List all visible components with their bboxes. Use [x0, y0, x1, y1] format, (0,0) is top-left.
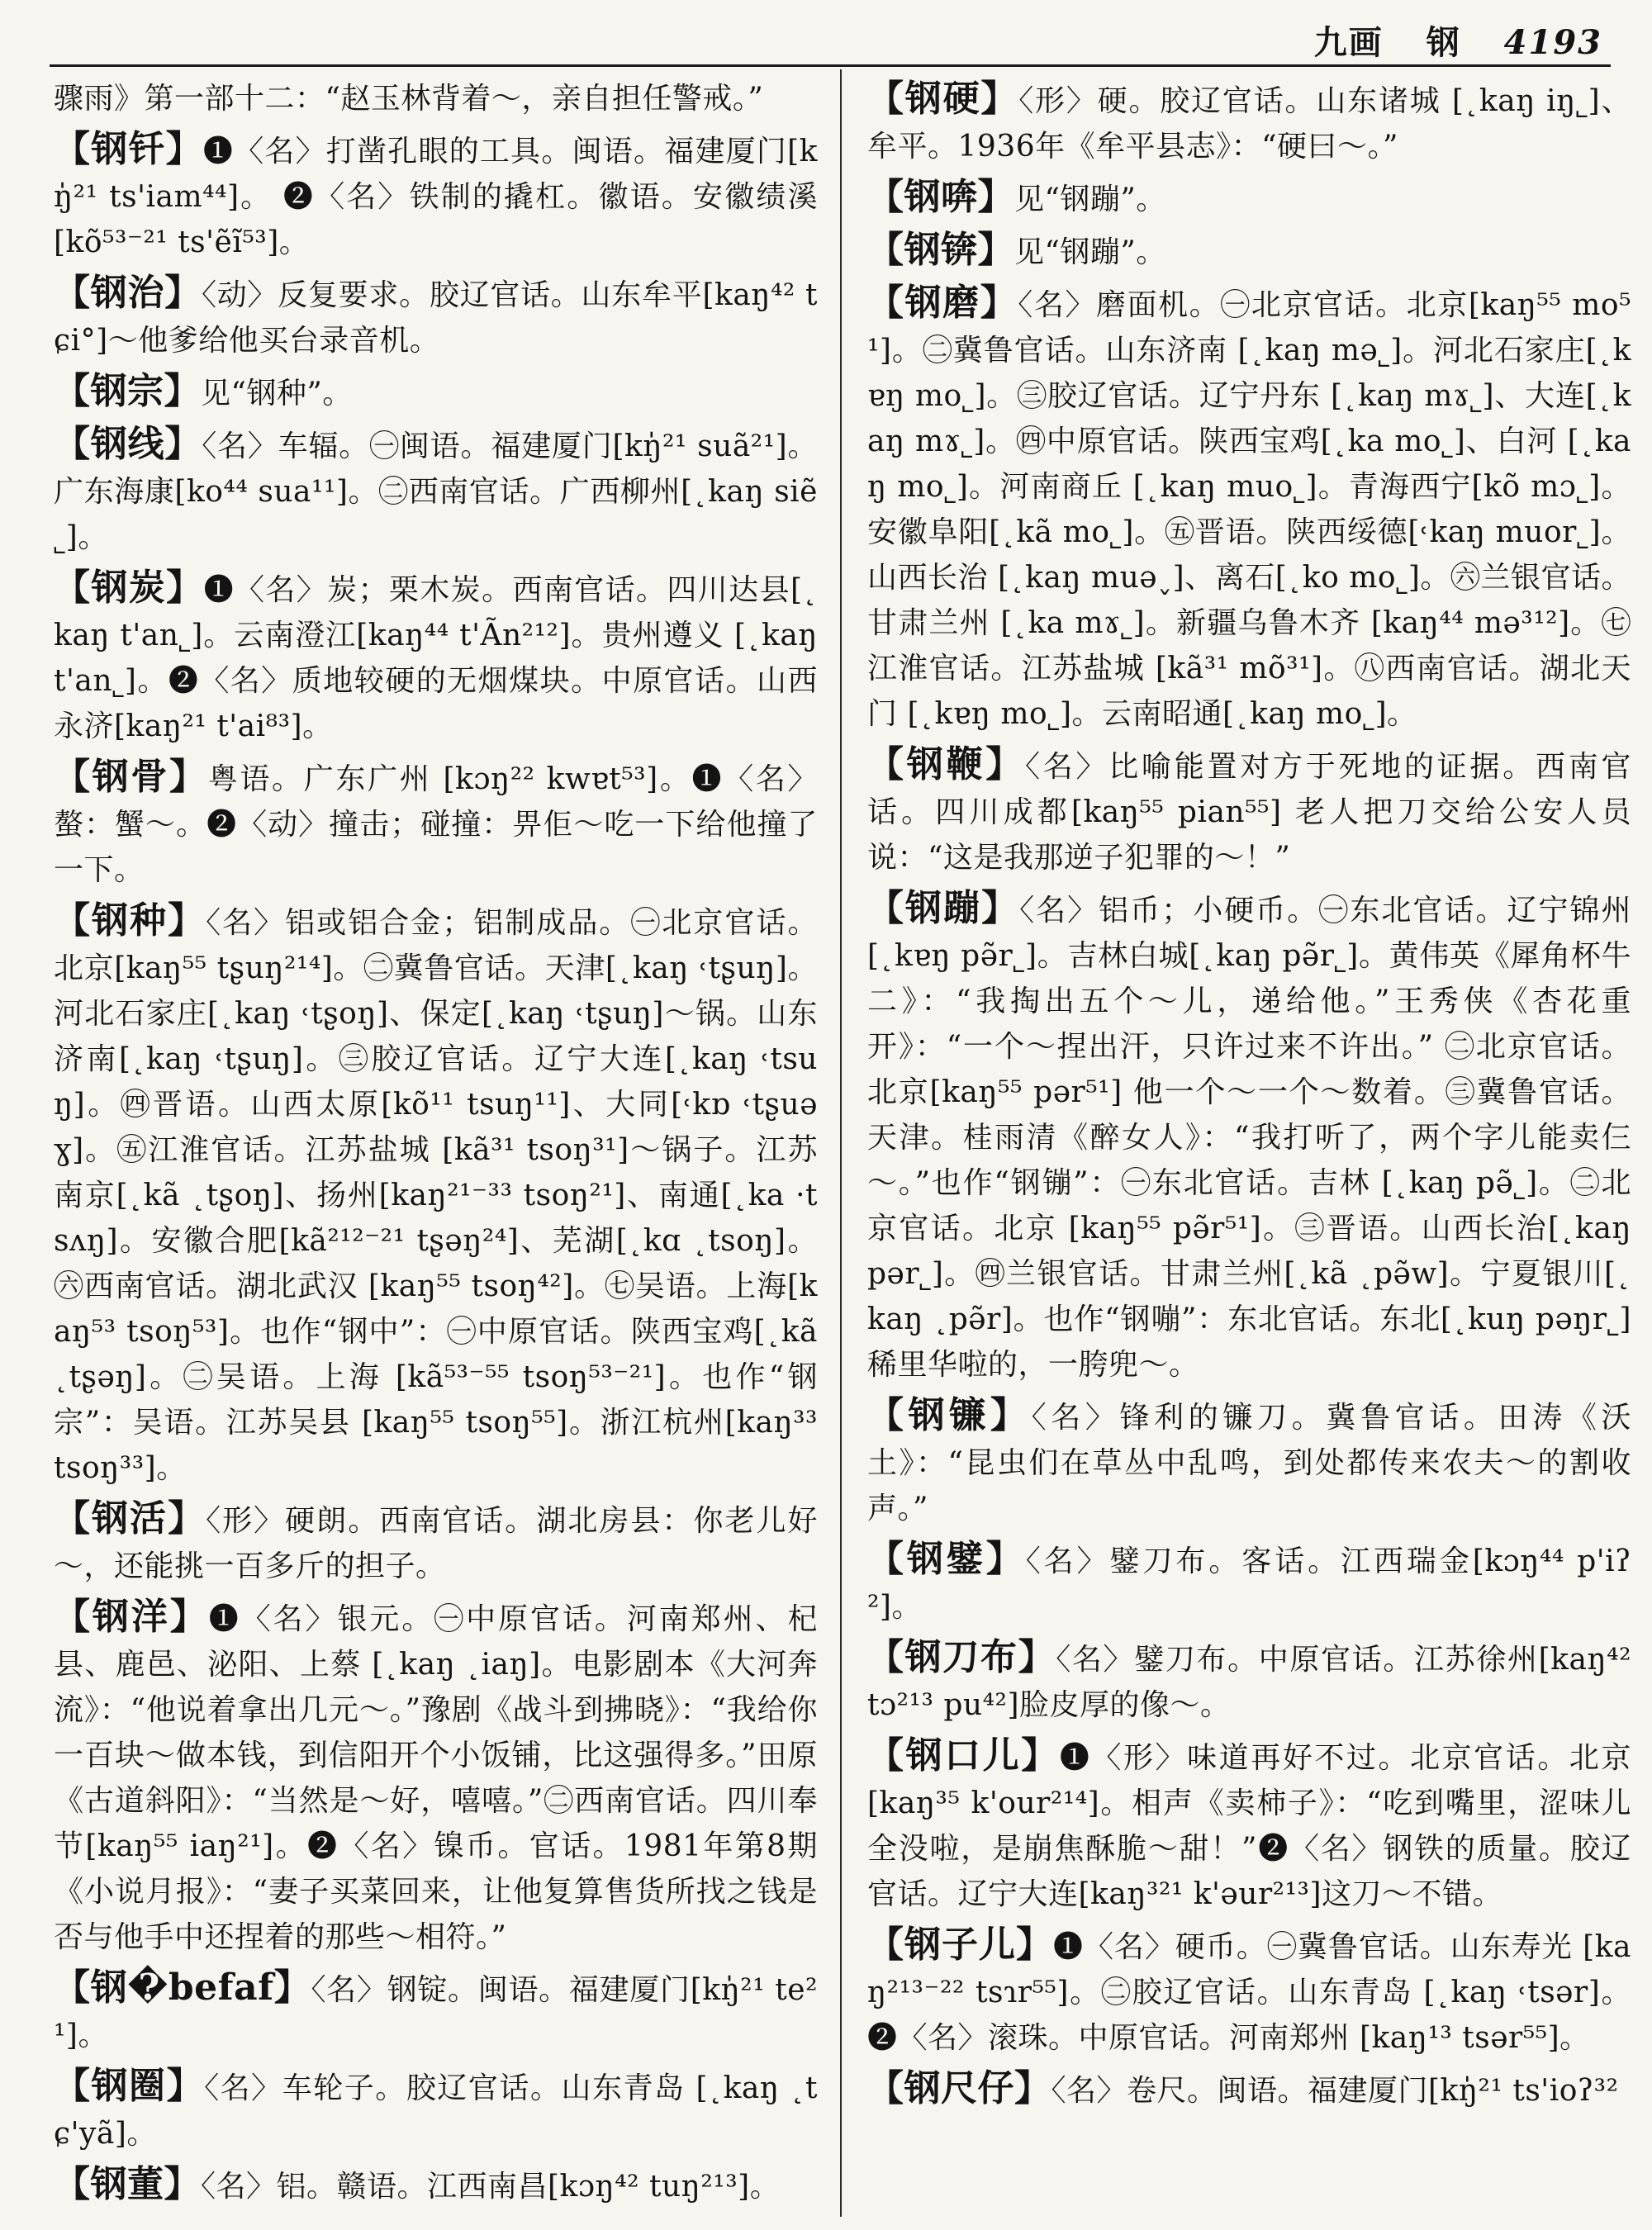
- dictionary-entry: [867, 742, 1631, 880]
- dictionary-entry: [867, 76, 1631, 169]
- entry-headword: 【钢锛】: [867, 229, 1014, 271]
- entry-definition: 〈名〉铝或铝合金；铝制成品。㊀北京官话。北京[kaŋ⁵⁵ tʂuŋ²¹⁴]。㊁冀鲁官话。天津[˛kaŋ ˓tʂuŋ]。河北石家庄[˛kaŋ ˓tʂoŋ]、保定[˛kaŋ ˓tʂuŋ]～锅。山东济南[˛kaŋ ˓tʂuŋ]。㊂胶辽官话。辽宁大连[˛kaŋ ˓tsuŋ]。㊃晋语。山西太原[kõ¹¹ tsuŋ¹¹]、大同[˓kɒ ˓tʂuəɣ]。㊄江淮官话。江苏盐城 [kã³¹ tsoŋ³¹]～锅子。江苏南京[˛kã ˛tʂoŋ]、扬州[kaŋ²¹⁻³³ tsoŋ²¹]、南通[˛ka ·tsʌŋ]。安徽合肥[kã²¹²⁻²¹ tʂəŋ²⁴]、芜湖[˛kɑ ˛tsoŋ]。㊅西南官话。湖北武汉 [kaŋ⁵⁵ tsoŋ⁴²]。㊆吴语。上海[kaŋ⁵³ tsoŋ⁵³]。也作“钢中”：㊀中原官话。陕西宝鸡[˛kã ˛tʂəŋ]。㊁吴语。上海 [kã⁵³⁻⁵⁵ tsoŋ⁵³⁻²¹]。也作“钢宗”：吴语。江苏吴县 [kaŋ⁵⁵ tsoŋ⁵⁵]。浙江杭州[kaŋ³³ tsoŋ³³]。: [54, 906, 818, 1485]
- dictionary-entry: [54, 565, 818, 749]
- entry-definition: 〈名〉鐾刀布。中原官话。江苏徐州[kaŋ⁴² tɔ²¹³ pu⁴²]脸皮厚的像～。: [867, 1643, 1631, 1722]
- entry-headword: 【钢尺仔】: [867, 2067, 1051, 2109]
- dictionary-entry: [867, 1922, 1631, 2061]
- entry-definition: ❶〈形〉味道再好不过。北京官话。北京 [kaŋ³⁵ k'our²¹⁴]。相声《卖柿子》：“吃到嘴里，涩味儿全没啦，是崩焦酥脆～甜！”❷〈名〉钢铁的质量。胶辽官话。辽宁大连[kaŋ³²¹ k'əur²¹³]这刀～不错。: [867, 1741, 1631, 1911]
- dictionary-entry: [867, 1733, 1631, 1917]
- page-number: 4193: [1503, 23, 1602, 62]
- dictionary-entry: [867, 1635, 1631, 1728]
- entry-headword: 【钢镰】: [867, 1394, 1032, 1436]
- entry-definition: 〈名〉车辐。㊀闽语。福建厦门[kŋ̍²¹ suã²¹]。广东海康[ko⁴⁴ sua¹¹]。㊁西南官话。广西柳州[˛kaŋ siẽ˾]。: [54, 429, 818, 554]
- entry-definition: 〈名〉钢锭。闽语。福建厦门[kŋ̍²¹ te²¹]。: [54, 1973, 818, 2052]
- entry-definition: 〈名〉卷尺。闽语。福建厦门[kŋ̍²¹ ts'ioʔ³²: [1051, 2074, 1619, 2108]
- entry-definition: ❶〈名〉炭；栗木炭。西南官话。四川达县[˛kaŋ t'an˾]。云南澄江[kaŋ⁴⁴ t'Ãn²¹²]。贵州遵义 [˛kaŋ t'an˾]。❷〈名〉质地较硬的无烟煤块。中原官话。山西永济[kaŋ²¹ t'ai⁸³]。: [54, 573, 818, 743]
- entry-definition: 〈形〉硬朗。西南官话。湖北房县：你老儿好～，还能挑一百多斤的担子。: [54, 1504, 818, 1583]
- entry-headword: 【钢磨】: [867, 282, 1018, 324]
- entry-definition: 〈名〉鐾刀布。客话。江西瑞金[kɔŋ⁴⁴ p'iʔ²]。: [867, 1544, 1631, 1624]
- dictionary-entry: [54, 2161, 818, 2209]
- entry-headword: 【钢硬】: [867, 78, 1019, 120]
- entry-headword: 【钢治】: [54, 272, 202, 314]
- right-column: [867, 76, 1631, 2223]
- entry-definition: 〈名〉铝。赣语。江西南昌[kɔŋ⁴² tuŋ²¹³]。: [201, 2170, 781, 2204]
- column-divider: [840, 69, 842, 2217]
- entry-definition: 见“钢种”。: [201, 377, 353, 410]
- entry-definition: ❶〈名〉打凿孔眼的工具。闽语。福建厦门[kŋ̍²¹ ts'iam⁴⁴]。 ❷〈名〉铁制的撬杠。徽语。安徽绩溪[kõ⁵³⁻²¹ ts'ẽĩ⁵³]。: [54, 135, 818, 259]
- dictionary-entry: [54, 1594, 818, 1960]
- dictionary-entry: [54, 898, 818, 1491]
- entry-headword: 【钢鐾】: [867, 1538, 1026, 1580]
- entry-definition: 〈名〉磨面机。㊀北京官话。北京[kaŋ⁵⁵ mo⁵¹]。㊁冀鲁官话。山东济南 [˛kaŋ mə˾]。河北石家庄[˛kɐŋ mo˾]。㊂胶辽官话。辽宁丹东 [˛kaŋ mɤ˾]、大连[˛kaŋ mɤ˾]。㊃中原官话。陕西宝鸡[˛ka mo˾]、白河 [˛kaŋ mo˾]。河南商丘 [˛kaŋ muo˾]。青海西宁[kõ mɔ˾]。安徽阜阳[˛kã mo˾]。㊄晋语。陕西绥德[˓kaŋ muor˾]。山西长治 [˛kaŋ muə˯]、离石[˛ko mo˾]。㊅兰银官话。甘肃兰州 [˛ka mɤ˾]。新疆乌鲁木齐 [kaŋ⁴⁴ mə³¹²]。㊆江淮官话。江苏盐城 [kã³¹ mõ³¹]。㊇西南官话。湖北天门 [˛kɐŋ mo˾]。云南昭通[˛kaŋ mo˾]。: [867, 288, 1631, 731]
- header-rule: [50, 64, 1611, 67]
- dictionary-entry: [54, 368, 818, 416]
- entry-definition: ❶〈名〉硬币。㊀冀鲁官话。山东寿光 [kaŋ²¹³⁻²² tsɿr⁵⁵]。㊁胶辽官话。山东青岛 [˛kaŋ ˓tsər]。❷〈名〉滚珠。中原官话。河南郑州 [kaŋ¹³ tsər⁵⁵]。: [867, 1930, 1631, 2055]
- left-column: [54, 76, 818, 2223]
- dictionary-entry: [54, 126, 818, 265]
- entry-headword: 【钢活】: [54, 1497, 206, 1540]
- entry-headword: 【钢洋】: [54, 1596, 209, 1638]
- dictionary-entry: [867, 280, 1631, 737]
- entry-headword: 【钢刀布】: [867, 1636, 1056, 1678]
- running-head: [1284, 17, 1602, 64]
- entry-headword: 【钢宗】: [54, 370, 201, 412]
- entry-definition: 〈名〉车轮子。胶辽官话。山东青岛 [˛kaŋ ˛tɕ'yã]。: [54, 2071, 818, 2151]
- entry-definition: ❶〈名〉银元。㊀中原官话。河南郑州、杞县、鹿邑、泌阳、上蔡 [˛kaŋ ˛iaŋ]。电影剧本《大河奔流》：“他说着拿出几元～。”豫剧《战斗到拂晓》：“我给你一百块～做本钱，到信阳开个小饭铺，比这强得多。”田原《古道斜阳》：“当然是～好，嘻嘻。”㊁西南官话。四川奉节[kaŋ⁵⁵ iaŋ²¹]。❷〈名〉镍币。官话。1981年第8期《小说月报》：“妻子买菜回来，让他复算售货所找之钱是否与他手中还捏着的那些～相符。”: [54, 1602, 818, 1954]
- entry-headword: 【钢子儿】: [867, 1924, 1053, 1966]
- entry-headword: 【钢鞭】: [867, 743, 1025, 785]
- head-character: 钢: [1426, 23, 1461, 62]
- entry-headword: 【钢骨】: [54, 756, 208, 798]
- dictionary-entry: [867, 2066, 1631, 2114]
- entry-definition: 〈名〉铝币；小硬币。㊀东北官话。辽宁锦州 [˛kɐŋ pə̃r˾]。吉林白城[˛kaŋ pə̃r˾]。黄伟英《犀角杯牛二》：“我掏出五个～儿，递给他。”王秀侠《杏花重开》：“一个～捏出汗，只许过来不许出。” ㊁北京官话。北京[kaŋ⁵⁵ pər⁵¹] 他一个～一个～数着。㊂冀鲁官话。天津。桂雨清《醉女人》：“我打听了，两个字儿能卖仨～。”也作“钢镚”：㊀东北官话。吉林 [˛kaŋ pə̃˾]。㊁北京官话。北京 [kaŋ⁵⁵ pə̃r⁵¹]。㊂晋语。山西长治[˛kaŋ pər˾]。㊃兰银官话。甘肃兰州[˛kã ˛pə̃w]。宁夏银川[˛kaŋ ˛pə̃r]。也作“钢嘣”：东北官话。东北[˛kuŋ pəŋr˾]稀里华啦的，一胯兜～。: [867, 894, 1631, 1382]
- dictionary-entry: [54, 1496, 818, 1589]
- entry-headword: 【钢种】: [54, 899, 206, 942]
- dictionary-entry: [867, 1536, 1631, 1630]
- entry-headword: 【钢炭】: [54, 567, 204, 609]
- section-label: 九画: [1313, 23, 1384, 62]
- dictionary-entry: [54, 1965, 818, 2058]
- entry-definition: 见“钢蹦”。: [1014, 235, 1166, 269]
- entry-headword: 【钢董】: [54, 2163, 201, 2205]
- entry-definition: 见“钢蹦”。: [1014, 183, 1166, 216]
- entry-headword: 【钢线】: [54, 423, 202, 465]
- dictionary-entry: [867, 174, 1631, 222]
- entry-headword: 【钢蹦】: [867, 887, 1020, 929]
- entry-definition: 〈形〉硬。胶辽官话。山东诸城 [˛kaŋ iŋ˾]、牟平。1936年《牟平县志》：“硬曰～。”: [867, 84, 1631, 164]
- entry-definition: 〈名〉比喻能置对方于死地的证据。西南官话。四川成都[kaŋ⁵⁵ pian⁵⁵] 老人把刀交给公安人员说：“这是我那逆子犯罪的～！”: [867, 750, 1631, 875]
- dictionary-entry: [867, 1393, 1631, 1531]
- entry-headword: 【钢圈】: [54, 2065, 205, 2107]
- dictionary-entry: [54, 754, 818, 893]
- dictionary-entry: [54, 270, 818, 363]
- entry-headword: 【钢�befaf】: [54, 1967, 311, 2009]
- dictionary-entry: [867, 227, 1631, 275]
- entry-definition: 粤语。广东广州 [kɔŋ²² kwɐt⁵³]。❶〈名〉螯：蟹～。❷〈动〉撞击；碰撞：畀佢～吃一下给他撞了一下。: [54, 762, 818, 887]
- page-header: [50, 17, 1611, 62]
- continuation-text: 骤雨》第一部十二：“赵玉林背着～，亲自担任警戒。”: [54, 82, 764, 116]
- dictionary-entry: [54, 421, 818, 560]
- entry-definition: 〈名〉锋利的镰刀。冀鲁官话。田涛《沃土》：“昆虫们在草丛中乱鸣，到处都传来农夫～的割收声。”: [867, 1401, 1631, 1525]
- dictionary-entry: [54, 2063, 818, 2156]
- entry-headword: 【钢喯】: [867, 176, 1014, 218]
- entry-headword: 【钢钎】: [54, 128, 203, 170]
- dictionary-entry: [867, 885, 1631, 1388]
- entry-definition: 〈动〉反复要求。胶辽官话。山东牟平[kaŋ⁴² tɕi°]～他爹给他买台录音机。: [54, 278, 818, 358]
- entry-headword: 【钢口儿】: [867, 1734, 1060, 1777]
